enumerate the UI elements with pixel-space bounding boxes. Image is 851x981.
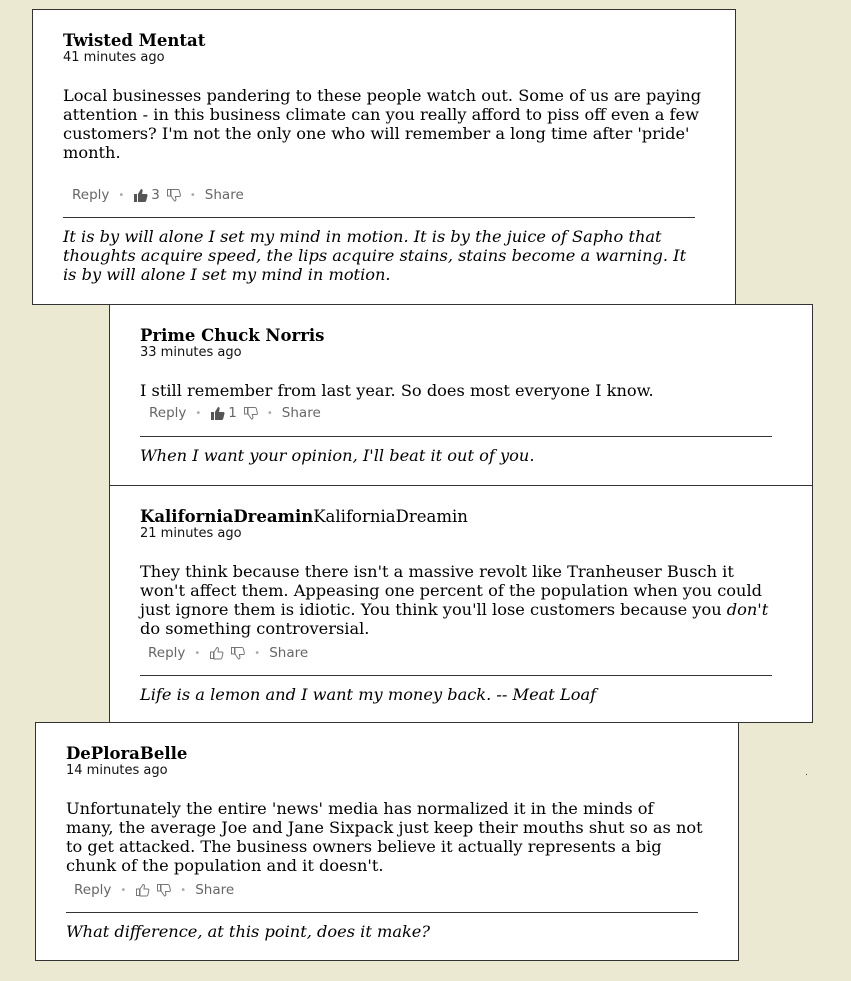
reply-button[interactable]: Reply xyxy=(148,645,186,661)
comment-signature: It is by will alone I set my mind in motion. It is by the juice of Sapho that thoughts acquire speed, the lips acquire stains, stains become a warning. It is by will alone I set my mind in motion. xyxy=(63,227,687,284)
signature-divider xyxy=(140,675,772,676)
share-button[interactable]: Share xyxy=(195,882,235,898)
comment-author[interactable] xyxy=(140,507,468,527)
downvote-button[interactable] xyxy=(230,646,245,660)
comment-actions: Reply • 1 • Share xyxy=(149,405,321,421)
signature-divider xyxy=(63,217,695,218)
comment-text: Unfortunately the entire 'news' media has normalized it in the minds of many, the average Joe and Jane Sixpack just keep their mouths shut so as not to get attacked. The business owners believe it actually represents a big chunk of the population and it doesn't. xyxy=(66,799,703,875)
upvote-button[interactable] xyxy=(209,646,224,660)
thumbs-down-icon xyxy=(243,406,258,420)
thumbs-down-icon xyxy=(166,188,181,202)
comment-actions: Reply • • Share xyxy=(148,645,309,661)
comment-actions: Reply • • Share xyxy=(74,882,235,898)
comment-text: I still remember from last year. So does most everyone I know. xyxy=(140,381,654,400)
comment-timestamp[interactable]: 21 minutes ago xyxy=(140,526,242,541)
downvote-button[interactable] xyxy=(243,406,258,420)
comment-text: They think because there isn't a massive revolt like Tranheuser Busch it won't affect them. Appeasing one percent of the population when you could just ignore them is idiotic. You think you'll lose customers because you don't do something controversial. xyxy=(140,562,769,638)
downvote-button[interactable] xyxy=(166,188,181,202)
reply-button[interactable]: Reply xyxy=(149,405,187,421)
comment-card xyxy=(109,304,813,486)
reply-button[interactable]: Reply xyxy=(74,882,112,898)
thumbs-up-icon xyxy=(209,646,224,660)
stray-dot xyxy=(806,774,807,775)
comment-card xyxy=(35,722,739,961)
comment-author[interactable]: Prime Chuck Norris xyxy=(140,326,325,345)
thumbs-up-filled-icon xyxy=(133,188,148,202)
thumbs-up-filled-icon xyxy=(210,406,225,420)
thumbs-up-icon xyxy=(135,883,150,897)
thumbs-down-icon xyxy=(156,883,171,897)
comment-timestamp[interactable]: 14 minutes ago xyxy=(66,763,168,778)
comment-signature: What difference, at this point, does it make? xyxy=(66,922,431,941)
author-display-name[interactable]: KaliforniaDreamin xyxy=(313,507,468,526)
upvote-count: 3 xyxy=(151,187,160,203)
comment-actions: Reply • 3 • Share xyxy=(72,187,244,203)
comment-card xyxy=(32,9,736,305)
author-name[interactable]: KaliforniaDreamin xyxy=(140,507,314,526)
thumbs-down-icon xyxy=(230,646,245,660)
emphasized-text: don't xyxy=(726,600,769,619)
upvote-count: 1 xyxy=(228,405,237,421)
upvote-button[interactable] xyxy=(133,187,160,203)
comment-text: Local businesses pandering to these people watch out. Some of us are paying attention - in this business climate can you really afford to piss off even a few customers? I'm not the only one who will remember a long time after 'pride' month. xyxy=(63,86,702,162)
downvote-button[interactable] xyxy=(156,883,171,897)
signature-divider xyxy=(140,436,772,437)
share-button[interactable]: Share xyxy=(204,187,244,203)
reply-button[interactable]: Reply xyxy=(72,187,110,203)
comment-author[interactable]: Twisted Mentat xyxy=(63,31,206,50)
comment-author[interactable]: DePloraBelle xyxy=(66,744,188,763)
comment-signature: When I want your opinion, I'll beat it out of you. xyxy=(140,446,535,465)
signature-divider xyxy=(66,912,698,913)
comment-timestamp[interactable]: 41 minutes ago xyxy=(63,50,165,65)
comment-timestamp[interactable]: 33 minutes ago xyxy=(140,345,242,360)
upvote-button[interactable] xyxy=(135,883,150,897)
share-button[interactable]: Share xyxy=(269,645,309,661)
upvote-button[interactable] xyxy=(210,405,237,421)
share-button[interactable]: Share xyxy=(281,405,321,421)
comment-card xyxy=(109,485,813,723)
comment-signature: Life is a lemon and I want my money back. -- Meat Loaf xyxy=(140,685,597,704)
